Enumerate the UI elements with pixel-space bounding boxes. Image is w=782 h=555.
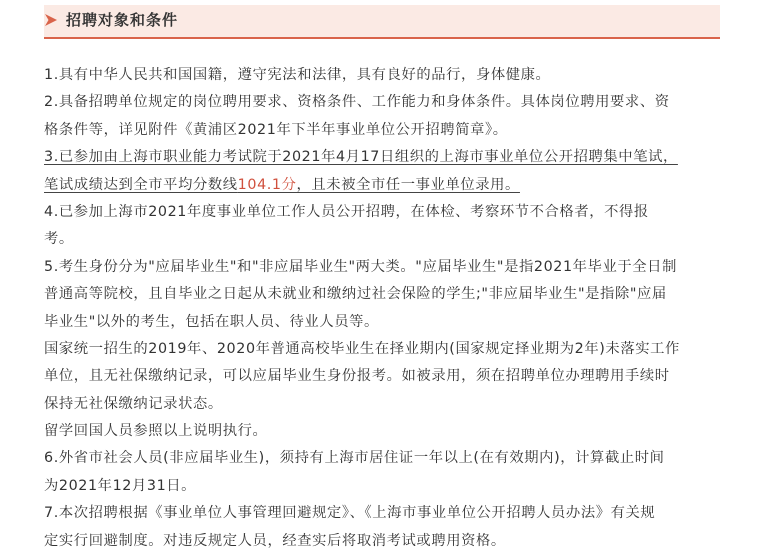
paragraph-line-underlined: [44, 172, 722, 199]
paragraph-line: 单位，且无社保缴纳记录，可以应届毕业生身份报考。如被录用，须在招聘单位办理聘用手续时: [44, 368, 670, 385]
paragraph-line-underlined: 3.已参加由上海市职业能力考试院于2021年4月17日组织的上海市事业单位公开招聘集中笔试，: [44, 149, 678, 166]
section-title: 招聘对象和条件: [66, 11, 179, 29]
section-header: [44, 5, 720, 39]
score-text-before: 笔试成绩达到全市平均分数线: [44, 176, 238, 193]
arrow-right-icon: [44, 13, 58, 27]
paragraph-line: 2.具备招聘单位规定的岗位聘用要求、资格条件、工作能力和身体条件。具体岗位聘用要求、资: [44, 94, 670, 111]
paragraph-line: 7.本次招聘根据《事业单位人事管理回避规定》、《上海市事业单位公开招聘人员办法》有关规: [44, 505, 656, 522]
paragraph-line: 保持无社保缴纳记录状态。: [44, 395, 223, 412]
paragraph-line: 普通高等院校，且自毕业之日起从未就业和缴纳过社会保险的学生;"非应届毕业生"是指除"应届: [44, 286, 667, 303]
paragraph-line: 毕业生"以外的考生，包括在职人员、待业人员等。: [44, 313, 379, 330]
paragraph-line: 考。: [44, 231, 74, 248]
paragraph-line: 6.外省市社会人员(非应届毕业生)，须持有上海市居住证一年以上(在有效期内)，计算截止时间: [44, 450, 665, 467]
paragraph-line: 1.具有中华人民共和国国籍，遵守宪法和法律，具有良好的品行，身体健康。: [44, 67, 551, 83]
paragraph-line: 格条件等，详见附件《黄浦区2021年下半年事业单位公开招聘简章》。: [44, 121, 508, 138]
average-score-highlight: 104.1分: [237, 176, 297, 193]
paragraph-line: 4.已参加上海市2021年度事业单位工作人员公开招聘，在体检、考察环节不合格者，不得报: [44, 203, 649, 220]
paragraph-line: 国家统一招生的2019年、2020年普通高校毕业生在择业期内(国家规定择业期为2年)未落实工作: [44, 340, 680, 357]
paragraph-line: 5.考生身份分为"应届毕业生"和"非应届毕业生"两大类。"应届毕业生"是指2021年毕业于全日制: [44, 258, 677, 275]
paragraph-line: 留学回国人员参照以上说明执行。: [44, 423, 268, 440]
paragraph-line: 定实行回避制度。对违反规定人员，经查实后将取消考试或聘用资格。: [44, 532, 506, 549]
paragraph-line: 为2021年12月31日。: [44, 477, 197, 494]
score-text-after: ，且未被全市任一事业单位录用。: [296, 176, 520, 193]
conditions-list: [44, 62, 722, 555]
